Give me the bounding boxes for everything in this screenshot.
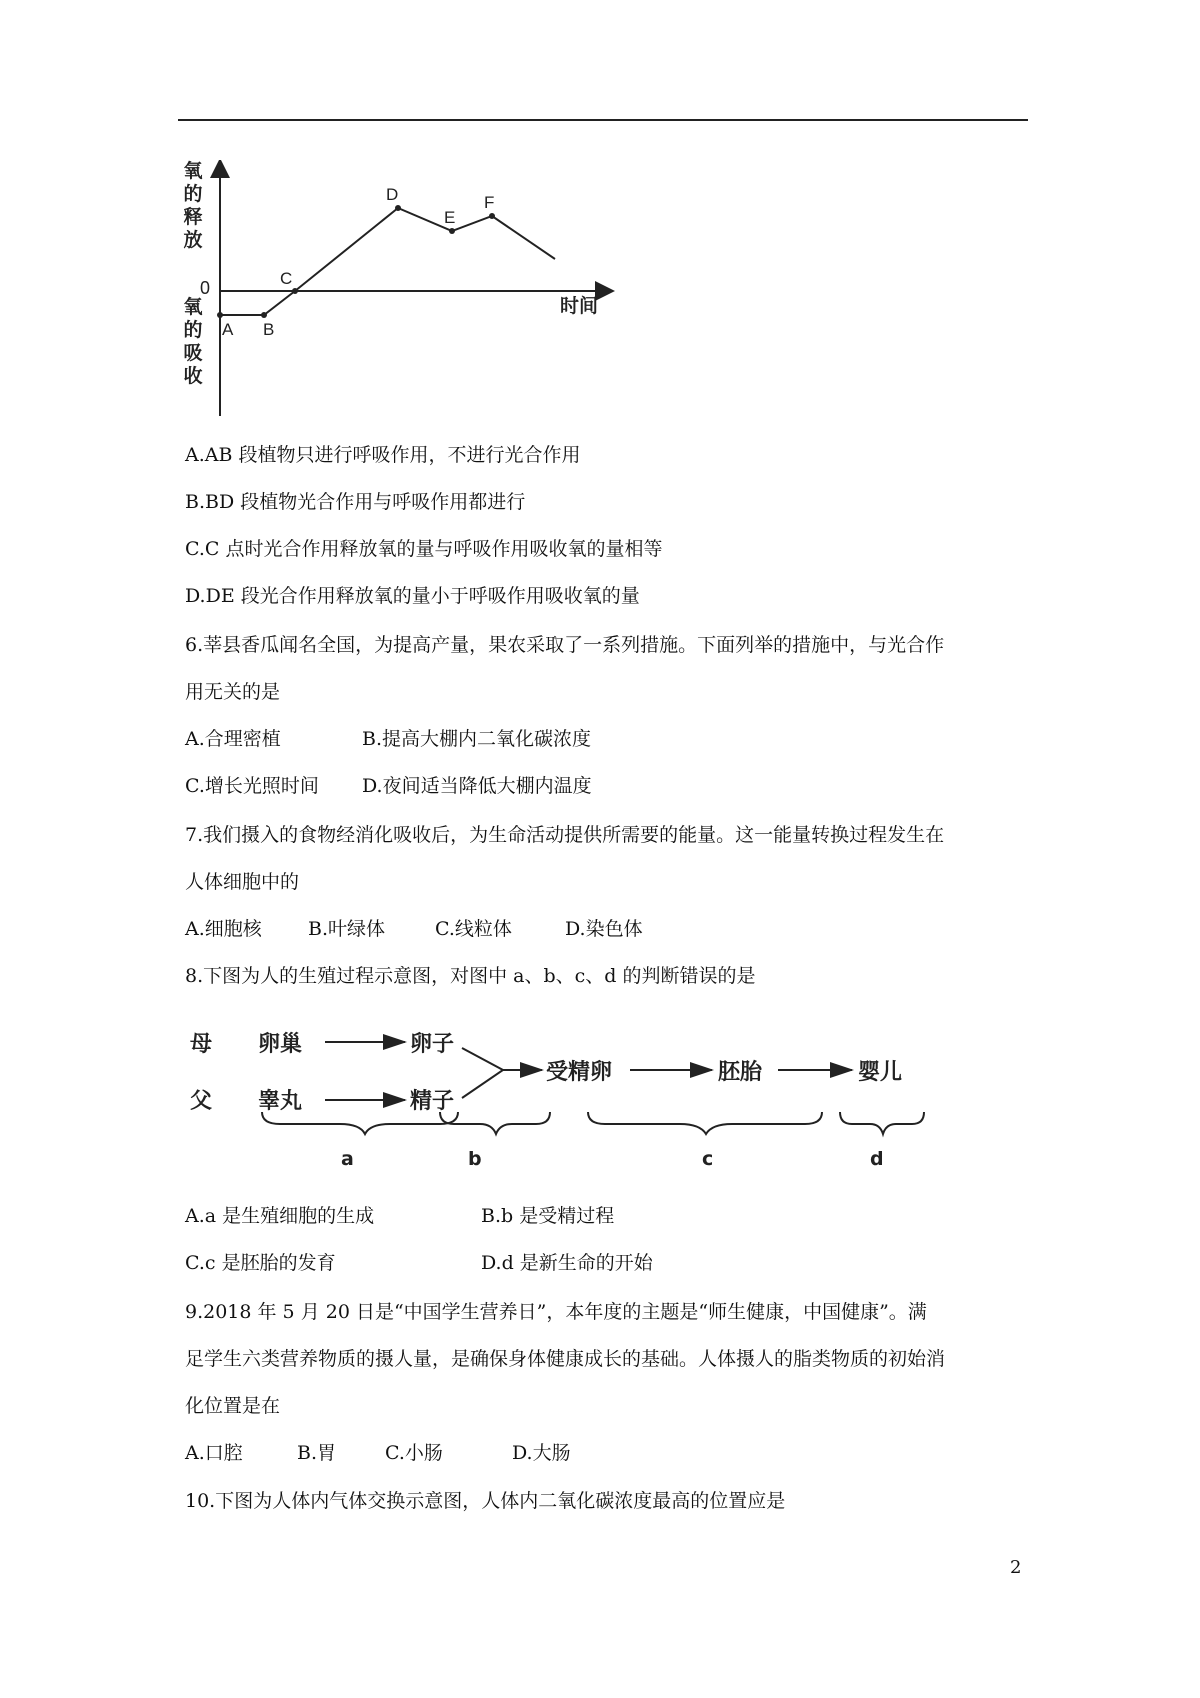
egg-label: 卵子 <box>410 1032 455 1057</box>
q5-option-a: A.AB 段植物只进行呼吸作用，不进行光合作用 <box>185 444 581 466</box>
q8-option-c: C.c 是胚胎的发育 <box>185 1252 336 1274</box>
q6-stem-line1: 6.莘县香瓜闻名全国，为提高产量，果农采取了一系列措施。下面列举的措施中，与光合作 <box>185 634 945 656</box>
point-f-label: F <box>484 193 495 212</box>
point-a-dot <box>217 312 223 318</box>
merge-lines <box>462 1048 503 1098</box>
father-label: 父 <box>190 1089 213 1114</box>
mother-label: 母 <box>190 1032 213 1057</box>
q7-option-d: D.染色体 <box>565 918 643 940</box>
zygote-label: 受精卵 <box>546 1060 613 1085</box>
brace-d <box>840 1112 924 1134</box>
brace-b-label: b <box>468 1148 482 1170</box>
q6-stem-line2: 用无关的是 <box>185 681 281 703</box>
q6-option-a: A.合理密植 <box>185 728 281 750</box>
point-f-dot <box>489 213 495 219</box>
q9-option-d: D.大肠 <box>512 1442 571 1464</box>
x-label-time: 时间 <box>560 295 599 317</box>
q9-stem-line1: 9.2018 年 5 月 20 日是“中国学生营养日”，本年度的主题是“师生健康，中国健康”。满 <box>185 1301 927 1323</box>
q5-option-c: C.C 点时光合作用释放氧的量与呼吸作用吸收氧的量相等 <box>185 538 663 560</box>
point-c-label: C <box>280 269 293 288</box>
point-a-label: A <box>222 320 234 339</box>
point-e-dot <box>449 228 455 234</box>
oxygen-graph-svg <box>180 160 620 420</box>
zero-label: 0 <box>200 278 211 298</box>
page-number: 2 <box>1010 1557 1022 1578</box>
embryo-label: 胚胎 <box>718 1060 763 1085</box>
q9-option-c: C.小肠 <box>385 1442 443 1464</box>
q8-option-d: D.d 是新生命的开始 <box>481 1252 653 1274</box>
q8-stem: 8.下图为人的生殖过程示意图，对图中 a、b、c、d 的判断错误的是 <box>185 965 756 987</box>
q9-stem-line2: 足学生六类营养物质的摄人量，是确保身体健康成长的基础。人体摄人的脂类物质的初始消 <box>185 1348 946 1370</box>
q6-option-b: B.提高大棚内二氧化碳浓度 <box>362 728 592 750</box>
q9-stem-line3: 化位置是在 <box>185 1395 281 1417</box>
q7-stem-line2: 人体细胞中的 <box>185 871 300 893</box>
point-d-label: D <box>386 185 399 204</box>
point-b-dot <box>261 312 267 318</box>
reproduction-diagram <box>190 1020 930 1190</box>
testis-label: 睾丸 <box>258 1089 303 1114</box>
brace-b <box>440 1112 550 1134</box>
brace-d-label: d <box>870 1148 884 1170</box>
brace-c-label: c <box>702 1148 714 1170</box>
q5-option-d: D.DE 段光合作用释放氧的量小于呼吸作用吸收氧的量 <box>185 585 640 607</box>
oxygen-curve <box>220 208 555 315</box>
q7-stem-line1: 7.我们摄入的食物经消化吸收后，为生命活动提供所需要的能量。这一能量转换过程发生在 <box>185 824 945 846</box>
brace-c <box>588 1112 822 1134</box>
q7-option-c: C.线粒体 <box>435 918 512 940</box>
ovary-label: 卵巢 <box>258 1032 303 1057</box>
q6-option-c: C.增长光照时间 <box>185 775 319 797</box>
header-rule <box>178 119 1028 121</box>
q9-option-a: A.口腔 <box>185 1442 243 1464</box>
q5-option-b: B.BD 段植物光合作用与呼吸作用都进行 <box>185 491 526 513</box>
q8-option-a: A.a 是生殖细胞的生成 <box>185 1205 375 1227</box>
point-b-label: B <box>263 320 275 339</box>
q10-stem: 10.下图为人体内气体交换示意图，人体内二氧化碳浓度最高的位置应是 <box>185 1490 786 1512</box>
q9-option-b: B.胃 <box>297 1442 337 1464</box>
brace-a-label: a <box>341 1148 354 1170</box>
oxygen-graph <box>180 160 620 420</box>
point-e-label: E <box>444 208 456 227</box>
q8-option-b: B.b 是受精过程 <box>481 1205 615 1227</box>
y-label-release: 氧 的 释 放 <box>183 160 203 251</box>
baby-label: 婴儿 <box>858 1060 903 1085</box>
q7-option-b: B.叶绿体 <box>308 918 386 940</box>
sperm-label: 精子 <box>410 1089 455 1114</box>
q7-option-a: A.细胞核 <box>185 918 262 940</box>
y-label-absorb: 氧 的 吸 收 <box>183 296 203 387</box>
q6-option-d: D.夜间适当降低大棚内温度 <box>362 775 592 797</box>
point-c-dot <box>292 288 298 294</box>
brace-a <box>262 1112 458 1134</box>
point-d-dot <box>395 205 401 211</box>
